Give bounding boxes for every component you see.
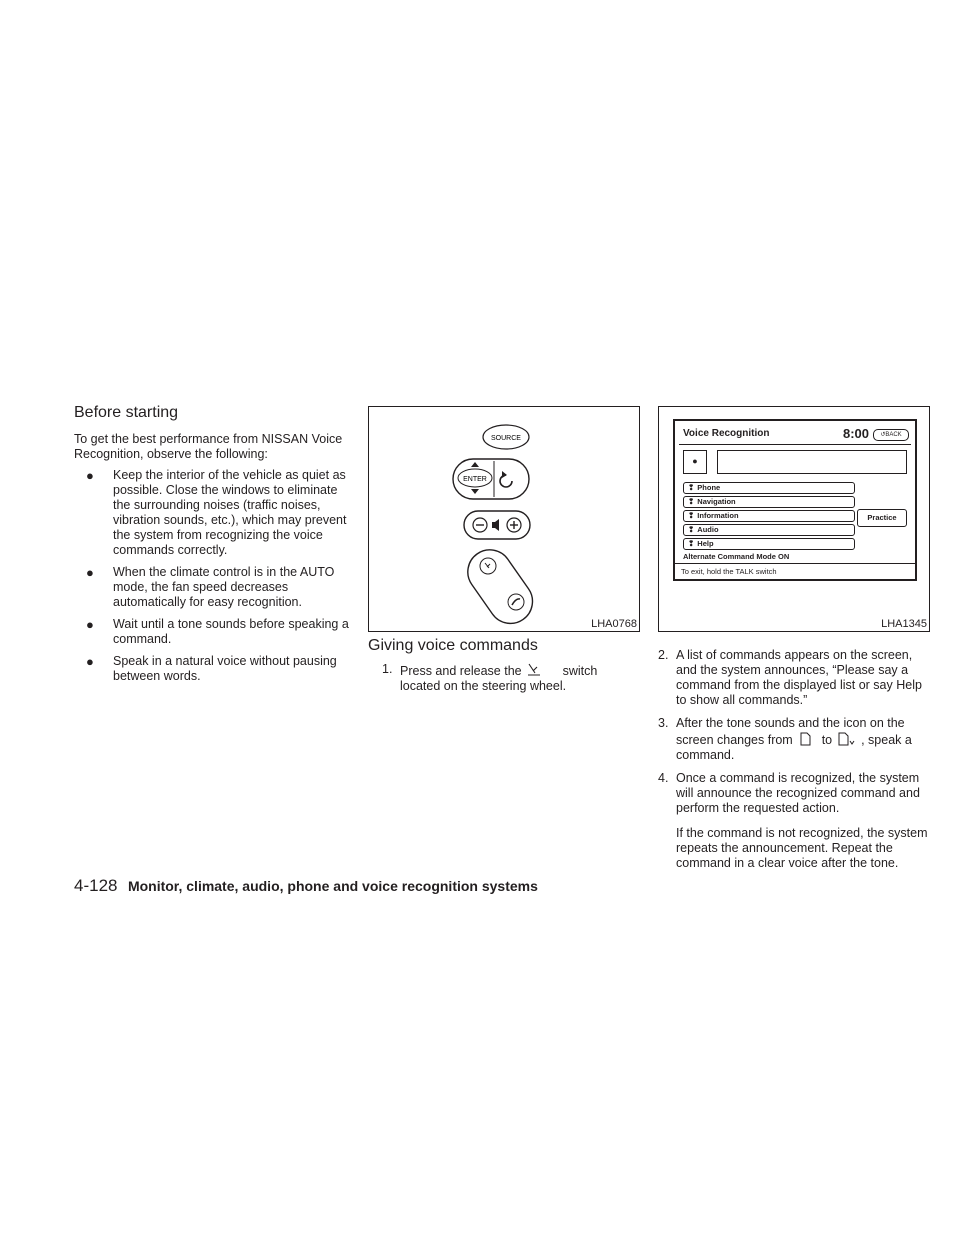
back-arrow-icon: ↺	[880, 432, 886, 438]
listening-icon-before	[796, 731, 818, 747]
bullet-item	[86, 617, 350, 647]
bullet-item	[86, 654, 350, 684]
screen-frame	[673, 419, 917, 581]
menu-label: Information	[697, 511, 739, 520]
step-text: A list of commands appears on the screen, and the system announces, “Please say a command from the displayed list or say Help to show all commands.”	[676, 648, 922, 707]
alternate-mode-text: Alternate Command Mode ON	[683, 552, 790, 561]
bullet-marker: ●	[86, 654, 94, 669]
bullet-item	[86, 565, 350, 610]
bullet-text: Keep the interior of the vehicle as quiet as possible. Close the windows to eliminate the surrounding noises (traffic noises, vibration sounds, etc.), which may prevent the system from recognizing the voice commands correctly.	[113, 468, 347, 557]
page-footer	[74, 876, 538, 896]
bullet-text: Wait until a tone sounds before speaking a command.	[113, 617, 349, 646]
step-text-b: switch located on the steering wheel.	[400, 664, 598, 693]
step-number: 3.	[658, 716, 669, 730]
voice-icon: ❢	[688, 525, 695, 534]
voice-recognition-screen-figure	[658, 406, 930, 632]
menu-item-information[interactable]	[683, 510, 855, 522]
steering-switch-illustration	[369, 407, 639, 631]
giving-voice-commands-heading: Giving voice commands	[368, 637, 538, 654]
bullet-item	[86, 468, 350, 558]
menu-label: Navigation	[697, 497, 736, 506]
recognition-text-box	[717, 450, 907, 474]
screen-clock: 8:00	[843, 426, 870, 441]
enter-label: ENTER	[463, 476, 487, 483]
bullet-marker: ●	[86, 468, 94, 483]
voice-icon: ❢	[688, 497, 695, 506]
exit-divider	[675, 563, 915, 564]
talk-status-icon: ●	[683, 450, 707, 474]
step-text-a: Press and release the	[400, 664, 522, 678]
step-text: Once a command is recognized, the system will announce the recognized command and perform the requested action.	[676, 771, 920, 815]
figure-label: LHA1345	[881, 618, 927, 630]
step-1	[382, 662, 640, 702]
menu-item-phone[interactable]	[683, 482, 855, 494]
step-note: If the command is not recognized, the system repeats the announcement. Repeat the command in a clear voice after the tone.	[676, 826, 928, 870]
menu-item-help[interactable]	[683, 538, 855, 550]
practice-button[interactable]: Practice	[857, 509, 907, 527]
step-number: 2.	[658, 648, 669, 662]
bullet-marker: ●	[86, 617, 94, 632]
menu-item-audio[interactable]	[683, 524, 855, 536]
step-number: 4.	[658, 771, 669, 785]
bullet-text: Speak in a natural voice without pausing between words.	[113, 654, 337, 683]
before-bullet-list	[74, 468, 350, 684]
before-starting-intro	[74, 432, 350, 691]
numbered-step	[382, 662, 640, 694]
bullet-marker: ●	[86, 565, 94, 580]
back-button[interactable]	[873, 429, 909, 441]
step-text-c: , speak a command.	[676, 733, 912, 762]
figure-label: LHA0768	[591, 618, 637, 630]
bullet-text: When the climate control is in the AUTO mode, the fan speed decreases automatically for easy recognition.	[113, 565, 335, 609]
voice-icon: ❢	[688, 539, 695, 548]
steering-switch-figure	[368, 406, 640, 632]
source-label: SOURCE	[491, 435, 521, 442]
numbered-step	[658, 648, 934, 708]
voice-icon: ❢	[688, 483, 695, 492]
talk-switch-icon	[525, 662, 543, 678]
before-starting-heading: Before starting	[74, 404, 179, 421]
section-title: Monitor, climate, audio, phone and voice recognition systems	[127, 878, 538, 894]
page-number: 4-128	[74, 876, 118, 895]
numbered-step	[658, 716, 934, 763]
title-divider	[679, 444, 911, 445]
voice-icon: ❢	[688, 511, 695, 520]
menu-label: Audio	[697, 525, 719, 534]
screen-title: Voice Recognition	[683, 428, 770, 439]
intro-text: To get the best performance from NISSAN Voice Recognition, observe the following:	[74, 432, 343, 461]
exit-hint: To exit, hold the TALK switch	[681, 567, 777, 576]
step-text-b: to	[821, 733, 833, 747]
numbered-step	[658, 771, 934, 871]
menu-item-navigation[interactable]	[683, 496, 855, 508]
back-label: BACK	[885, 432, 902, 438]
menu-label: Help	[697, 539, 714, 548]
menu-label: Phone	[697, 483, 721, 492]
steps-right-column	[658, 648, 934, 879]
step-number: 1.	[382, 662, 393, 676]
step-text-a: After the tone sounds and the icon on the screen changes from	[676, 716, 905, 747]
listening-icon-after	[836, 731, 858, 747]
